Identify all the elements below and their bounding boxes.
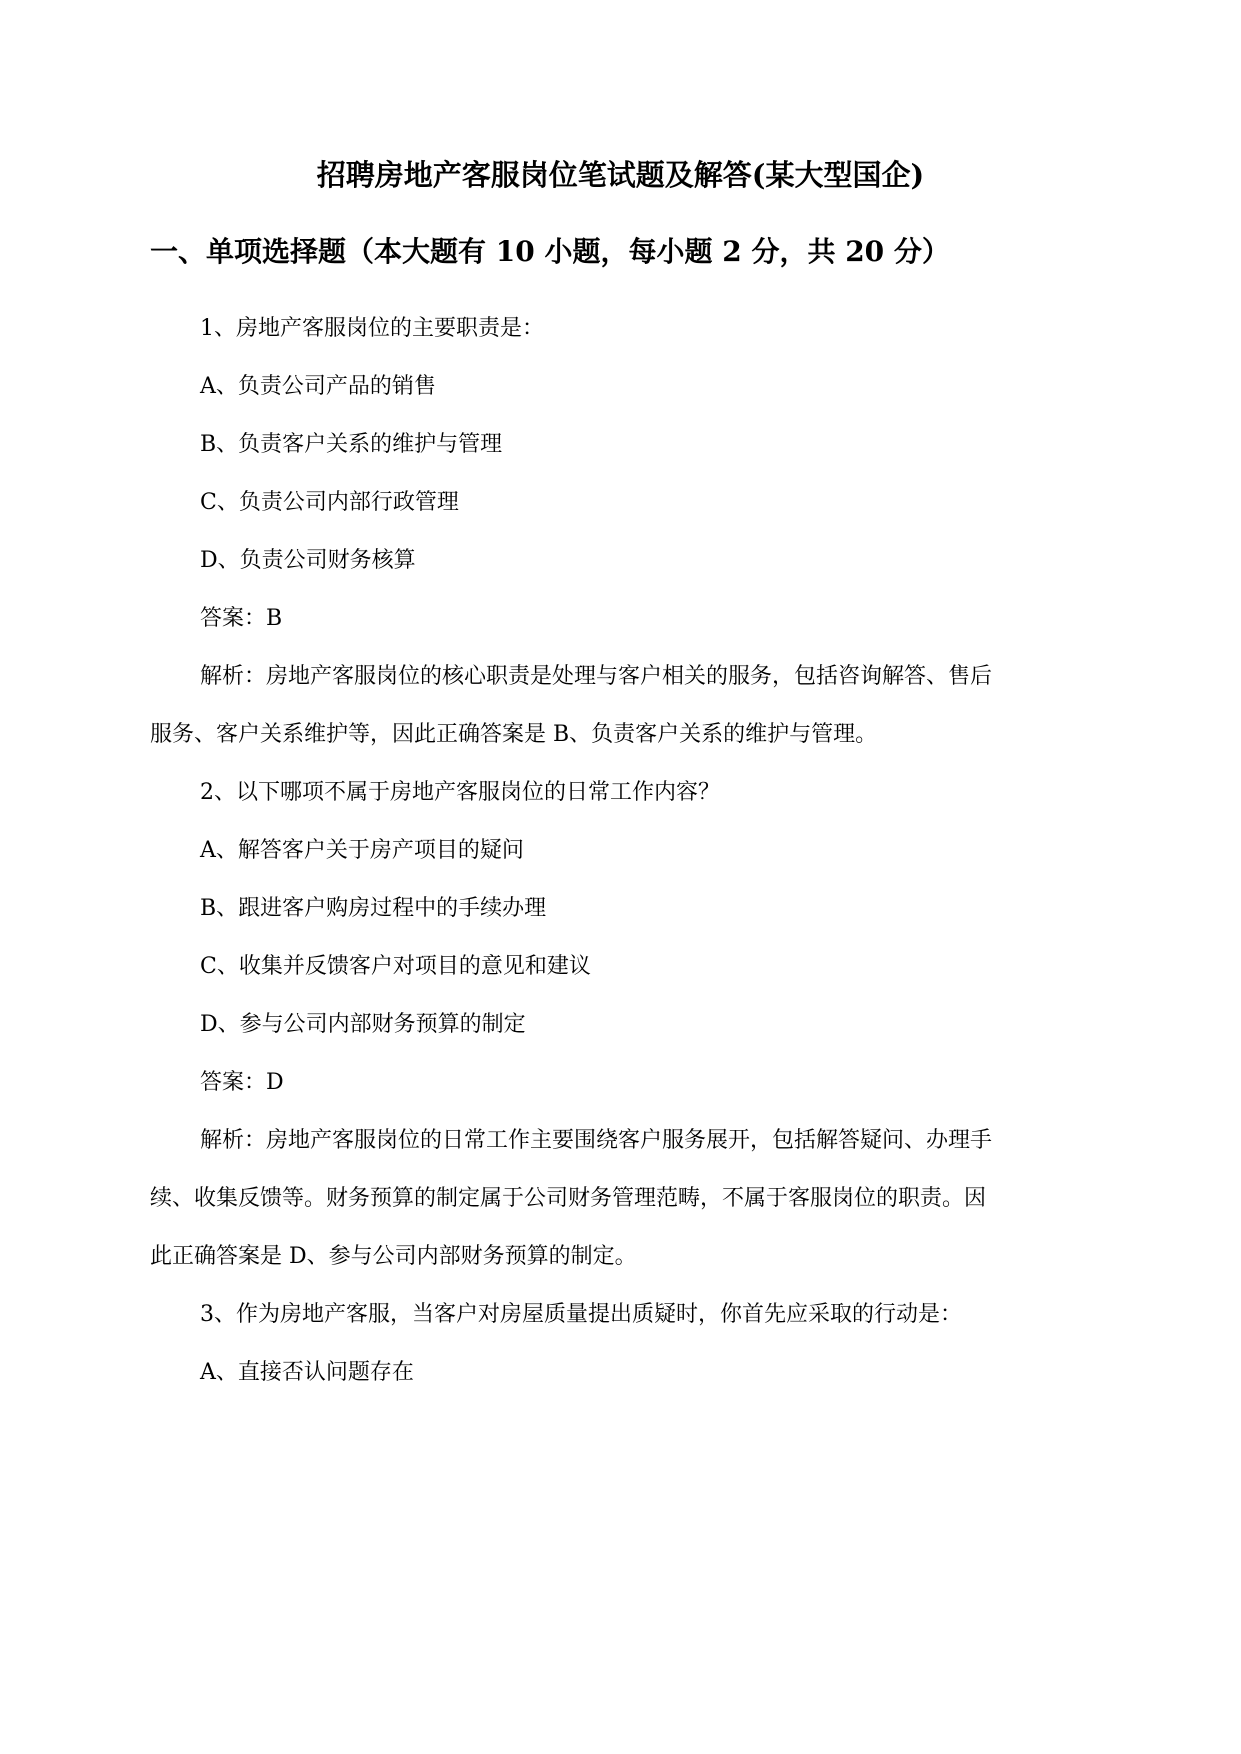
question-1-option-d: D、负责公司财务核算 bbox=[200, 548, 416, 573]
question-2-text: 2、以下哪项不属于房地产客服岗位的日常工作内容？ bbox=[200, 780, 720, 805]
question-3-option-a: A、直接否认问题存在 bbox=[200, 1360, 414, 1385]
question-1-option-c: C、负责公司内部行政管理 bbox=[200, 490, 459, 515]
question-2-option-d: D、参与公司内部财务预算的制定 bbox=[200, 1012, 526, 1037]
question-1-option-b: B、负责客户关系的维护与管理 bbox=[200, 432, 503, 457]
question-2-explanation-line-3: 此正确答案是 D、参与公司内部财务预算的制定。 bbox=[150, 1244, 637, 1269]
question-2-option-b: B、跟进客户购房过程中的手续办理 bbox=[200, 896, 547, 921]
question-1-option-a: A、负责公司产品的销售 bbox=[200, 374, 436, 399]
question-1-text: 1、房地产客服岗位的主要职责是： bbox=[200, 316, 544, 341]
question-2-answer: 答案：D bbox=[200, 1070, 284, 1095]
question-1-explanation-line-1: 解析：房地产客服岗位的核心职责是处理与客户相关的服务，包括咨询解答、售后 bbox=[200, 664, 993, 689]
question-2-option-c: C、收集并反馈客户对项目的意见和建议 bbox=[200, 954, 591, 979]
question-2-explanation-line-1: 解析：房地产客服岗位的日常工作主要围绕客户服务展开，包括解答疑问、办理手 bbox=[200, 1128, 993, 1153]
question-1-answer: 答案：B bbox=[200, 606, 283, 631]
question-1-explanation-line-2: 服务、客户关系维护等，因此正确答案是 B、负责客户关系的维护与管理。 bbox=[150, 722, 878, 747]
question-2-option-a: A、解答客户关于房产项目的疑问 bbox=[200, 838, 524, 863]
section-heading: 一、单项选择题（本大题有 10 小题，每小题 2 分，共 20 分） bbox=[150, 235, 950, 268]
question-3-text: 3、作为房地产客服，当客户对房屋质量提出质疑时，你首先应采取的行动是： bbox=[200, 1302, 962, 1327]
question-2-explanation-line-2: 续、收集反馈等。财务预算的制定属于公司财务管理范畴，不属于客服岗位的职责。因 bbox=[150, 1186, 987, 1211]
document-title: 招聘房地产客服岗位笔试题及解答(某大型国企) bbox=[316, 158, 925, 192]
